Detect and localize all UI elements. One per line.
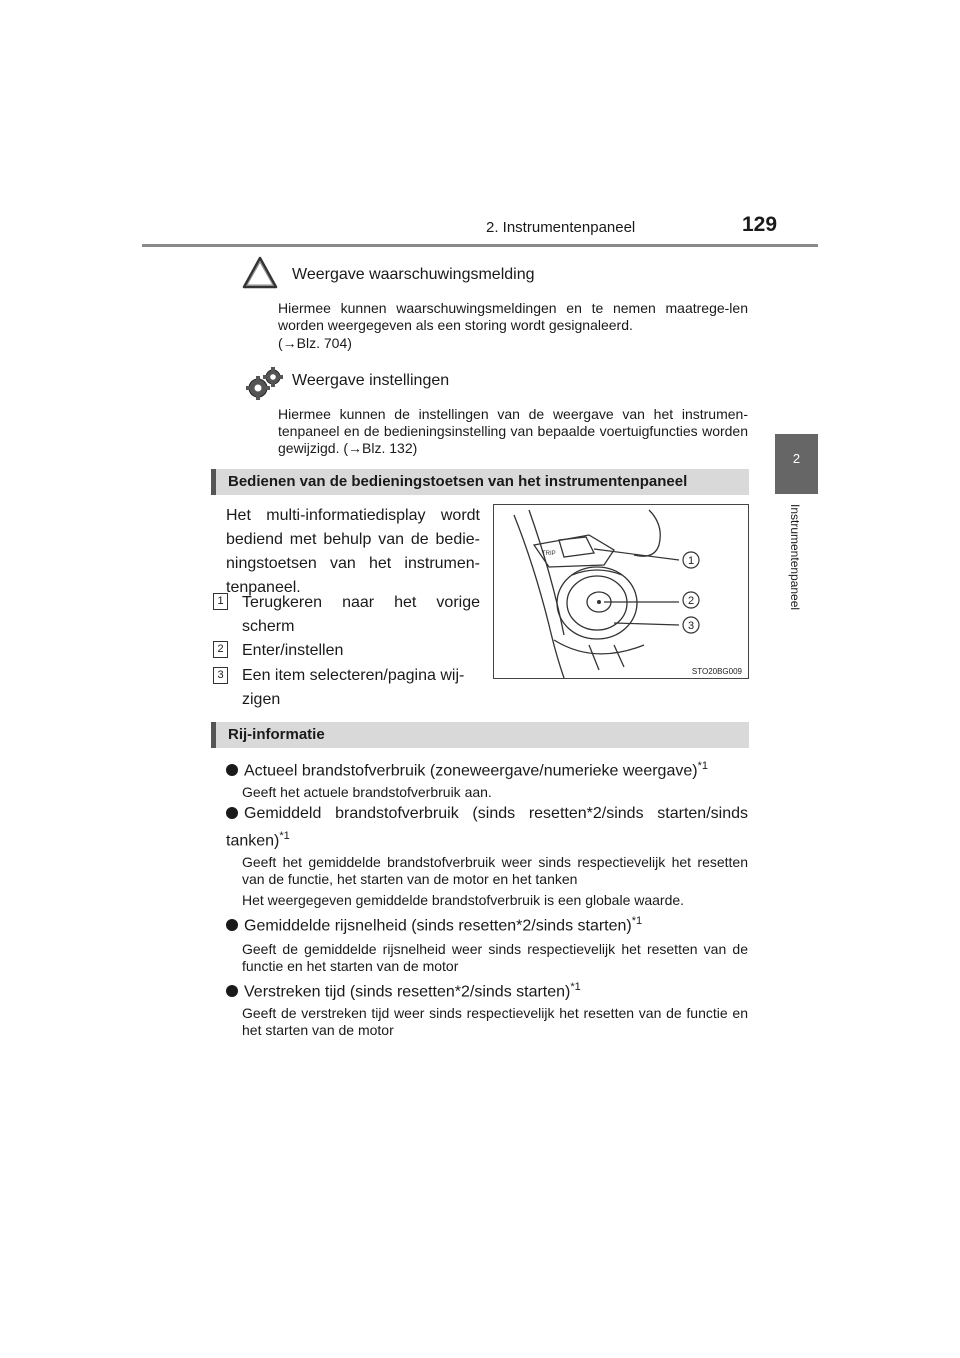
footnote-ref: *1 bbox=[631, 915, 643, 927]
item-number: 1 bbox=[213, 593, 228, 610]
bullet-dot bbox=[226, 807, 238, 819]
gear-icon bbox=[244, 366, 284, 402]
footnote-ref: *1 bbox=[279, 830, 290, 842]
bullet-title: Gemiddelde rijsnelheid (sinds resetten*2/sinds starten) bbox=[244, 917, 632, 935]
section-heading-controls: Bedienen van de bedieningstoetsen van het instrumentenpaneel bbox=[211, 469, 749, 495]
trip-label: TRIP bbox=[542, 551, 556, 557]
bullet-current-fuel bbox=[226, 755, 748, 782]
settings-display-title: Weergave instellingen bbox=[292, 372, 450, 389]
callout-number: 3 bbox=[687, 620, 695, 632]
item-return: Terugkeren naar het vorige scherm bbox=[242, 594, 480, 635]
chapter-label-text: Instrumentenpaneel bbox=[788, 504, 802, 611]
bullet-dot bbox=[226, 919, 238, 931]
item-number: 3 bbox=[213, 667, 228, 684]
bullet-elapsed-time bbox=[226, 976, 748, 1003]
footnote-ref: *1 bbox=[570, 981, 581, 993]
item-select: Een item selecteren/pagina wij-zigen bbox=[242, 667, 465, 708]
bullet-title: Actueel brandstofverbruik (zoneweergave/numerieke weergave) bbox=[244, 762, 698, 780]
settings-display-description: Hiermee kunnen de instellingen van de weergave van het instrumen-tenpaneel en de bedieningsinstelling van bepaalde voertuigfuncties worden gewijzigd. (→Blz. 132) bbox=[278, 406, 748, 456]
chapter-tab bbox=[775, 434, 818, 494]
bullet-average-speed bbox=[226, 910, 748, 937]
bullet-text: Geeft de gemiddelde rijsnelheid weer sinds respectievelijk het resetten van de functie en het starten van de motor bbox=[242, 941, 748, 974]
bullet-title: Gemiddeld brandstofverbruik (sinds resetten*2/sinds starten/sinds tanken) bbox=[226, 805, 748, 850]
item-number: 2 bbox=[213, 641, 228, 658]
bullet-text: Geeft de verstreken tijd weer sinds respectievelijk het resetten van de functie en het starten van de motor bbox=[242, 1005, 748, 1038]
steering-switch-figure bbox=[493, 504, 749, 679]
bullet-dot bbox=[226, 764, 238, 776]
running-header-section: 2. Instrumentenpaneel bbox=[486, 219, 636, 236]
chapter-number: 2 bbox=[792, 451, 801, 466]
warning-display-description: Hiermee kunnen waarschuwingsmeldingen en te nemen maatrege-len worden weergegeven als een storing wordt gesignaleerd. bbox=[278, 300, 748, 333]
warning-display-title: Weergave waarschuwingsmelding bbox=[292, 266, 535, 283]
warning-icon bbox=[242, 256, 278, 290]
section-heading-trip: Rij-informatie bbox=[211, 722, 749, 748]
controls-intro: Het multi-informatiedisplay wordt bediend met behulp van de bedie-ningstoetsen van het instrumen-tenpaneel. bbox=[226, 507, 480, 596]
callout-number: 2 bbox=[687, 595, 695, 607]
bullet-dot bbox=[226, 985, 238, 997]
callout-number: 1 bbox=[687, 555, 695, 567]
item-enter: Enter/instellen bbox=[242, 642, 344, 659]
header-rule bbox=[142, 244, 818, 247]
page-number: 129 bbox=[742, 213, 778, 236]
footnote-ref: *1 bbox=[697, 760, 708, 772]
bullet-text: Geeft het actuele brandstofverbruik aan. bbox=[242, 784, 492, 800]
figure-code: STO20BG009 bbox=[691, 667, 742, 676]
bullet-average-fuel bbox=[226, 803, 748, 852]
bullet-text: Het weergegeven gemiddelde brandstofverbruik is een globale waarde. bbox=[242, 892, 685, 908]
bullet-title: Verstreken tijd (sinds resetten*2/sinds starten) bbox=[244, 983, 571, 1001]
bullet-text: Geeft het gemiddelde brandstofverbruik weer sinds respectievelijk het resetten van de functie, het starten van de motor en het tanken bbox=[242, 854, 748, 887]
chapter-label bbox=[788, 504, 806, 634]
warning-display-ref: (→Blz. 704) bbox=[278, 335, 352, 351]
